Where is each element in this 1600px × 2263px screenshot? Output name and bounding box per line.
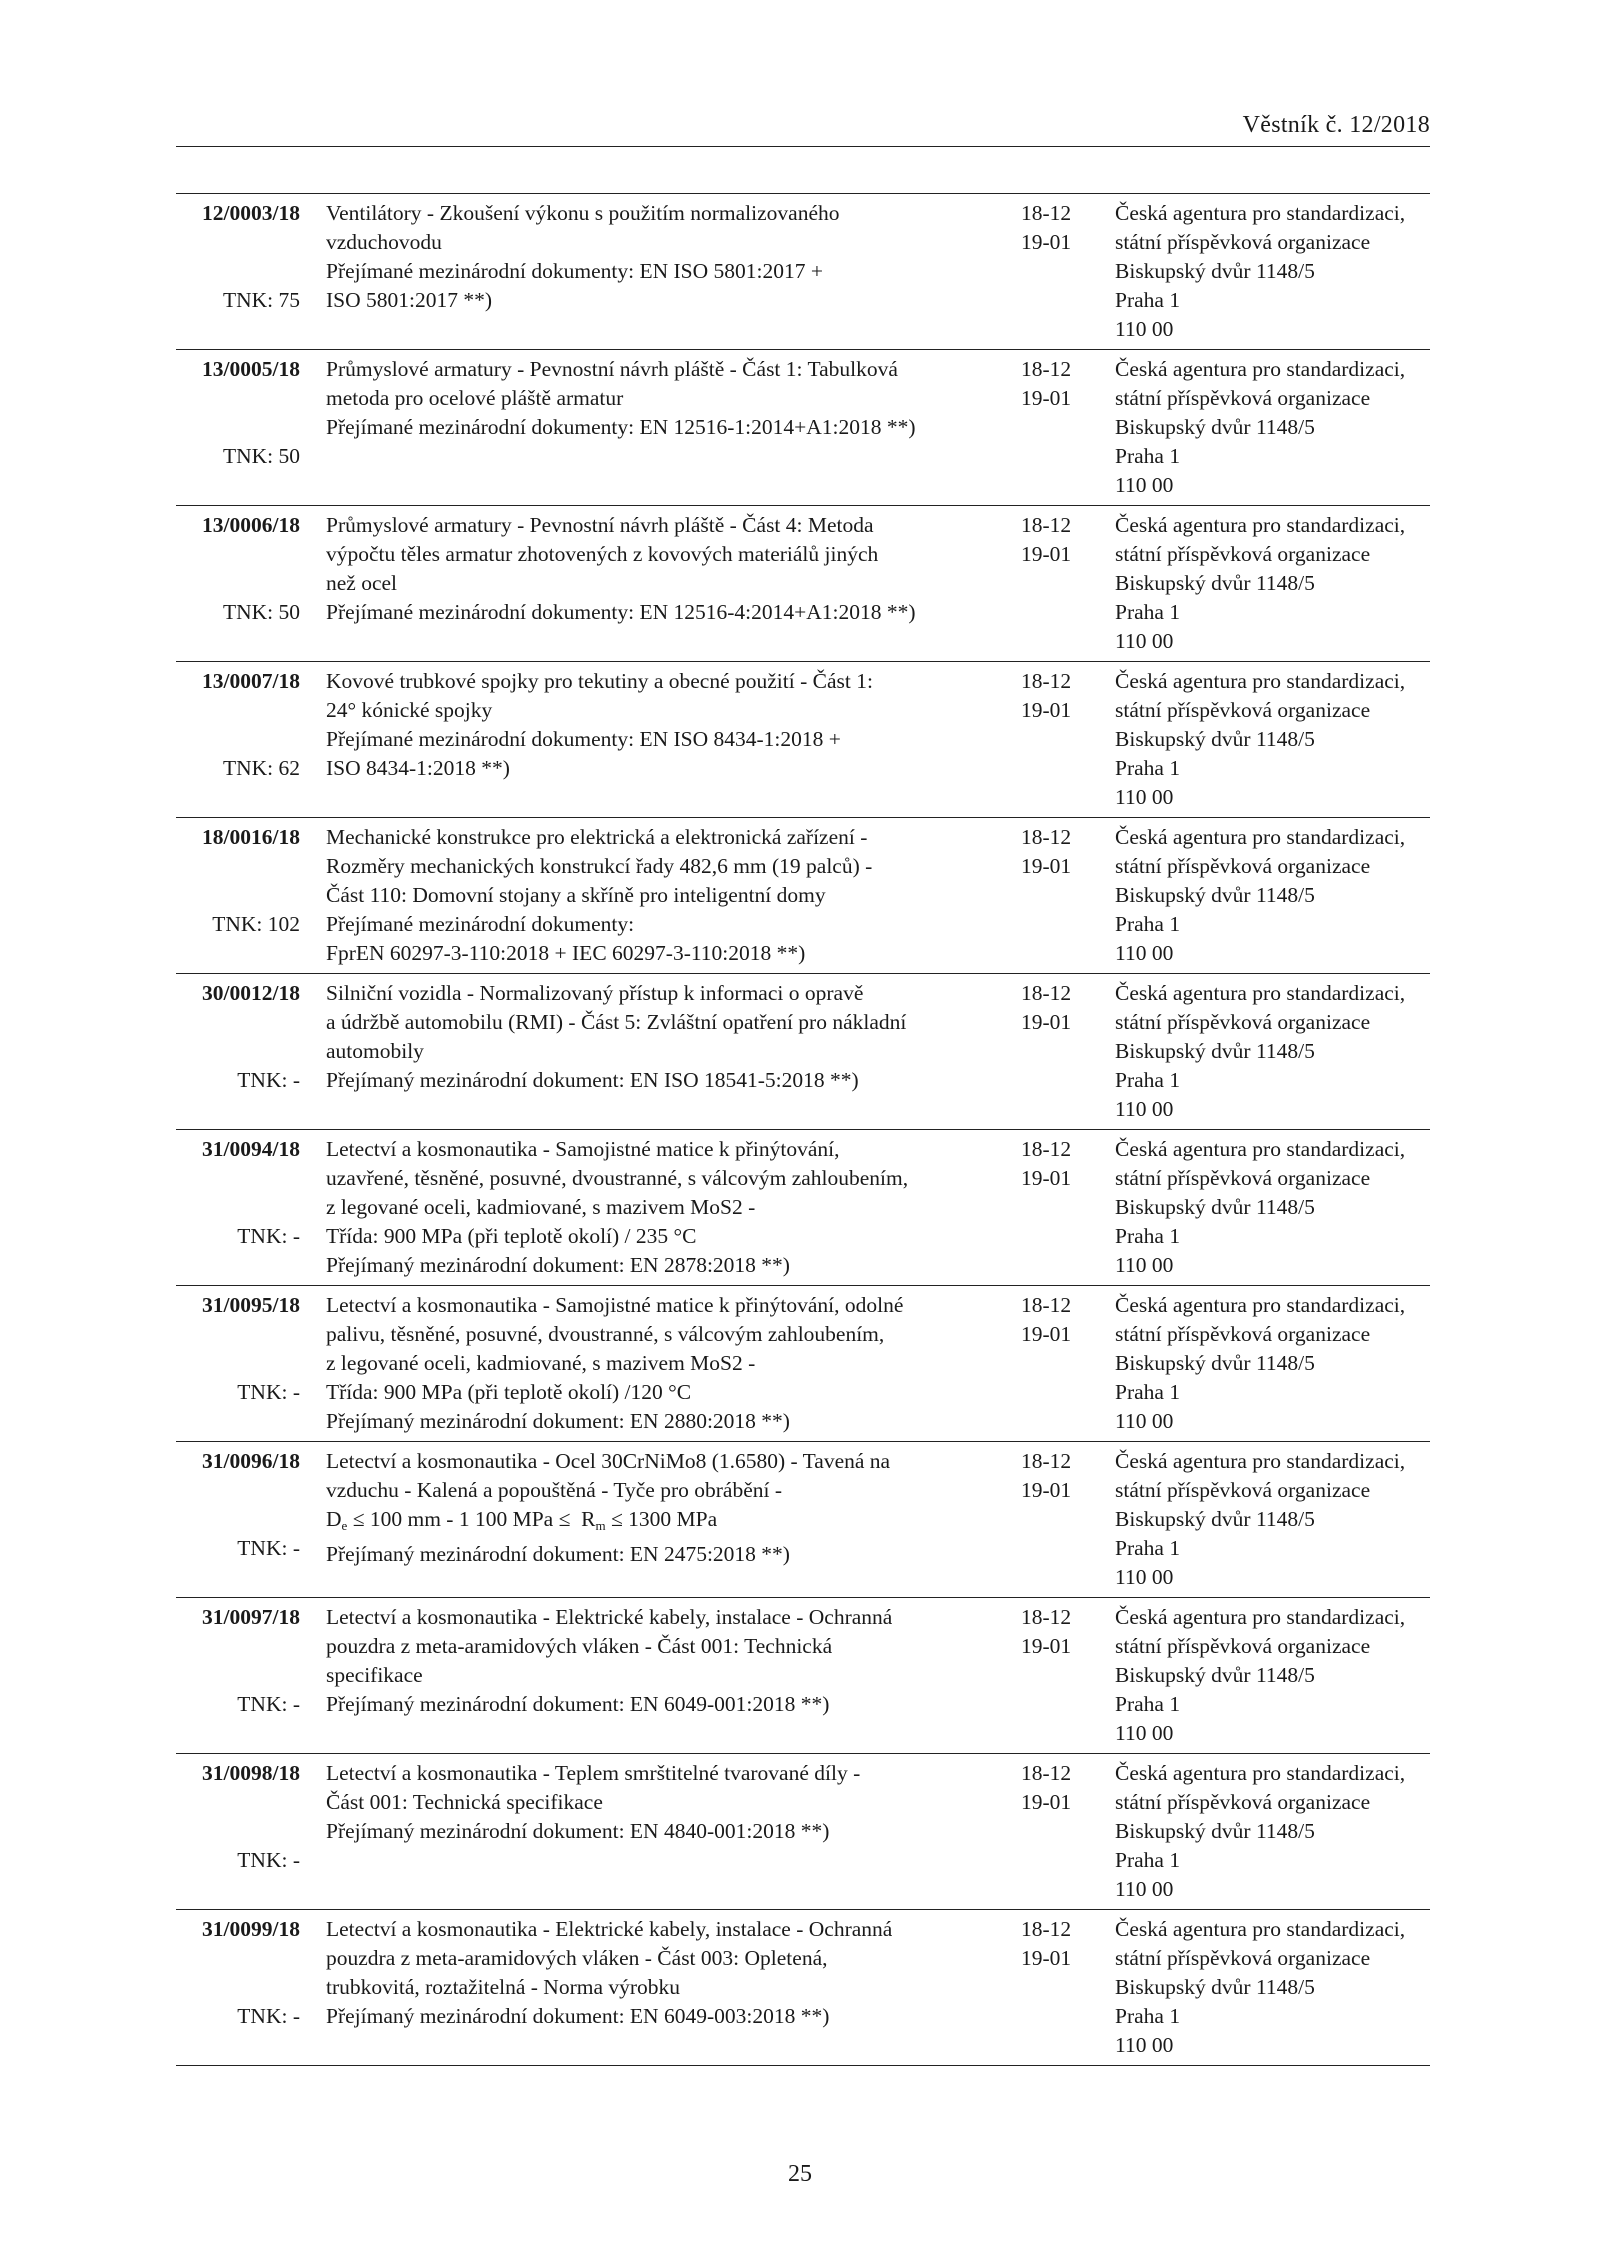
table-row	[176, 1286, 1430, 1442]
entry-date: 19-01	[1021, 1010, 1072, 1034]
entry-title-line: Část 001: Technická specifikace	[326, 1790, 603, 1814]
entry-number: 31/0099/18	[202, 1917, 300, 1941]
entry-number: 13/0007/18	[202, 669, 300, 693]
entry-title-line: než ocel	[326, 571, 398, 595]
organization-line: Česká agentura pro standardizaci,	[1115, 357, 1406, 381]
entry-title-line: ISO 5801:2017 **)	[326, 288, 493, 312]
entry-title-line: Třída: 900 MPa (při teplotě okolí) /120 °C	[326, 1380, 692, 1404]
organization-line: státní příspěvková organizace	[1115, 854, 1371, 878]
entry-title-line: metoda pro ocelové pláště armatur	[326, 386, 624, 410]
entry-title-line: Letectví a kosmonautika - Samojistné matice k přinýtování,	[326, 1137, 840, 1161]
entry-dates	[1021, 667, 1101, 725]
entry-title-line: Přejímané mezinárodní dokumenty: EN 12516-4:2014+A1:2018 **)	[326, 600, 916, 624]
entry-date: 18-12	[1021, 1293, 1072, 1317]
entry-title-line: Přejímané mezinárodní dokumenty: EN 12516-1:2014+A1:2018 **)	[326, 415, 916, 439]
organization-line: státní příspěvková organizace	[1115, 230, 1371, 254]
entry-organization	[1115, 667, 1430, 812]
table-row	[176, 974, 1430, 1130]
formula-text: ≤ 1300 MPa	[605, 1507, 718, 1531]
entry-tnk: TNK: -	[237, 1692, 300, 1716]
organization-line: 110 00	[1115, 1565, 1174, 1589]
entry-title-line: Letectví a kosmonautika - Samojistné matice k přinýtování, odolné	[326, 1293, 904, 1317]
entry-title-line: specifikace	[326, 1663, 423, 1687]
organization-line: Česká agentura pro standardizaci,	[1115, 1761, 1406, 1785]
organization-line: státní příspěvková organizace	[1115, 1790, 1371, 1814]
entry-title-line: trubkovitá, roztažitelná - Norma výrobku	[326, 1975, 681, 1999]
organization-line: státní příspěvková organizace	[1115, 1634, 1371, 1658]
organization-line: 110 00	[1115, 1097, 1174, 1121]
entry-date: 19-01	[1021, 1946, 1072, 1970]
entry-date: 18-12	[1021, 201, 1072, 225]
entry-title-line: pouzdra z meta-aramidových vláken - Část 003: Opletená,	[326, 1946, 828, 1970]
entry-tnk: TNK: 62	[222, 756, 300, 780]
entry-title-line: a údržbě automobilu (RMI) - Část 5: Zvláštní opatření pro nákladní	[326, 1010, 907, 1034]
standards-table	[176, 193, 1430, 2066]
table-row	[176, 1910, 1430, 2066]
entry-title-line: z legované oceli, kadmiované, s mazivem MoS2 -	[326, 1195, 756, 1219]
entry-title-line: Letectví a kosmonautika - Elektrické kabely, instalace - Ochranná	[326, 1605, 893, 1629]
entry-title-line: Průmyslové armatury - Pevnostní návrh pláště - Část 1: Tabulková	[326, 357, 898, 381]
entry-date: 18-12	[1021, 357, 1072, 381]
entry-title-line: Silniční vozidla - Normalizovaný přístup k informaci o opravě	[326, 981, 864, 1005]
entry-organization	[1115, 199, 1430, 344]
entry-date: 19-01	[1021, 1790, 1072, 1814]
entry-dates	[1021, 511, 1101, 569]
entry-dates	[1021, 1291, 1101, 1349]
table-row	[176, 1442, 1430, 1598]
entry-title-line: Přejímaný mezinárodní dokument: EN 2878:2018 **)	[326, 1253, 790, 1277]
entry-title-line: Letectví a kosmonautika - Ocel 30CrNiMo8 (1.6580) - Tavená na	[326, 1449, 891, 1473]
entry-number: 31/0094/18	[202, 1137, 300, 1161]
entry-date: 18-12	[1021, 1605, 1072, 1629]
organization-line: Praha 1	[1115, 444, 1181, 468]
entry-date: 19-01	[1021, 1478, 1072, 1502]
entry-title-line: Ventilátory - Zkoušení výkonu s použitím normalizovaného	[326, 201, 840, 225]
entry-title-line: Přejímaný mezinárodní dokument: EN 6049-001:2018 **)	[326, 1692, 830, 1716]
organization-line: Česká agentura pro standardizaci,	[1115, 1449, 1406, 1473]
entry-dates	[1021, 355, 1101, 413]
entry-number: 13/0006/18	[202, 513, 300, 537]
organization-line: Biskupský dvůr 1148/5	[1115, 259, 1315, 283]
organization-line: Česká agentura pro standardizaci,	[1115, 1137, 1406, 1161]
entry-tnk: TNK: -	[237, 2004, 300, 2028]
organization-line: státní příspěvková organizace	[1115, 1946, 1371, 1970]
entry-title-line: Třída: 900 MPa (při teplotě okolí) / 235 °C	[326, 1224, 697, 1248]
organization-line: Česká agentura pro standardizaci,	[1115, 1917, 1406, 1941]
organization-line: Česká agentura pro standardizaci,	[1115, 1293, 1406, 1317]
organization-line: Biskupský dvůr 1148/5	[1115, 1819, 1315, 1843]
entry-title-line: Část 110: Domovní stojany a skříně pro inteligentní domy	[326, 883, 826, 907]
entry-tnk: TNK: -	[237, 1224, 300, 1248]
entry-tnk: TNK: 102	[212, 912, 300, 936]
header-divider	[176, 146, 1430, 147]
table-row	[176, 662, 1430, 818]
entry-organization	[1115, 1915, 1430, 2060]
organization-line: Česká agentura pro standardizaci,	[1115, 513, 1406, 537]
organization-line: Biskupský dvůr 1148/5	[1115, 883, 1315, 907]
entry-title-line: Kovové trubkové spojky pro tekutiny a obecné použití - Část 1:	[326, 669, 873, 693]
entry-title-line: Přejímané mezinárodní dokumenty: EN ISO 8434-1:2018 +	[326, 727, 841, 751]
entry-date: 18-12	[1021, 1917, 1072, 1941]
organization-line: 110 00	[1115, 317, 1174, 341]
organization-line: Praha 1	[1115, 1380, 1181, 1404]
formula-subscript: m	[595, 1518, 606, 1533]
entry-organization	[1115, 1135, 1430, 1280]
entry-title-line: výpočtu těles armatur zhotovených z kovových materiálů jiných	[326, 542, 879, 566]
entry-title-line: vzduchovodu	[326, 230, 442, 254]
entry-date: 19-01	[1021, 1322, 1072, 1346]
organization-line: Biskupský dvůr 1148/5	[1115, 1663, 1315, 1687]
organization-line: Praha 1	[1115, 1848, 1181, 1872]
table-row	[176, 818, 1430, 974]
organization-line: Biskupský dvůr 1148/5	[1115, 1195, 1315, 1219]
entry-title-line: FprEN 60297-3-110:2018 + IEC 60297-3-110:2018 **)	[326, 941, 806, 965]
entry-date: 18-12	[1021, 513, 1072, 537]
organization-line: Praha 1	[1115, 912, 1181, 936]
organization-line: Praha 1	[1115, 2004, 1181, 2028]
entry-date: 19-01	[1021, 542, 1072, 566]
entry-title-line: Přejímaný mezinárodní dokument: EN ISO 18541-5:2018 **)	[326, 1068, 859, 1092]
entry-date: 18-12	[1021, 1137, 1072, 1161]
entry-date: 18-12	[1021, 825, 1072, 849]
organization-line: Česká agentura pro standardizaci,	[1115, 669, 1406, 693]
table-row	[176, 350, 1430, 506]
entry-number: 31/0095/18	[202, 1293, 300, 1317]
entry-organization	[1115, 979, 1430, 1124]
entry-dates	[1021, 199, 1101, 257]
organization-line: státní příspěvková organizace	[1115, 386, 1371, 410]
entry-date: 18-12	[1021, 669, 1072, 693]
organization-line: státní příspěvková organizace	[1115, 1478, 1371, 1502]
entry-tnk: TNK: 50	[222, 600, 300, 624]
entry-date: 19-01	[1021, 698, 1072, 722]
entry-title-line: Přejímaný mezinárodní dokument: EN 2475:2018 **)	[326, 1542, 790, 1566]
entry-tnk: TNK: 50	[222, 444, 300, 468]
organization-line: 110 00	[1115, 1721, 1174, 1745]
entry-title-line: Mechanické konstrukce pro elektrická a elektronická zařízení -	[326, 825, 868, 849]
organization-line: 110 00	[1115, 473, 1174, 497]
entry-title-line: pouzdra z meta-aramidových vláken - Část 001: Technická	[326, 1634, 833, 1658]
entry-tnk: TNK: 75	[222, 288, 300, 312]
entry-title-line: ISO 8434-1:2018 **)	[326, 756, 510, 780]
entry-organization	[1115, 355, 1430, 500]
organization-line: Praha 1	[1115, 1068, 1181, 1092]
organization-line: Praha 1	[1115, 1536, 1181, 1560]
entry-title-line: Průmyslové armatury - Pevnostní návrh pláště - Část 4: Metoda	[326, 513, 874, 537]
organization-line: 110 00	[1115, 629, 1174, 653]
page-header-title: Věstník č. 12/2018	[1242, 112, 1430, 138]
entry-number: 31/0097/18	[202, 1605, 300, 1629]
entry-date: 19-01	[1021, 854, 1072, 878]
organization-line: Praha 1	[1115, 756, 1181, 780]
entry-title-line: palivu, těsněné, posuvné, dvoustranné, s válcovým zahloubením,	[326, 1322, 885, 1346]
entry-dates	[1021, 1135, 1101, 1193]
entry-dates	[1021, 979, 1101, 1037]
entry-date: 19-01	[1021, 386, 1072, 410]
entry-title-line: Letectví a kosmonautika - Teplem smrštitelné tvarované díly -	[326, 1761, 861, 1785]
table-row	[176, 1598, 1430, 1754]
entry-dates	[1021, 1447, 1101, 1505]
entry-dates	[1021, 1759, 1101, 1817]
organization-line: Biskupský dvůr 1148/5	[1115, 571, 1315, 595]
entry-date: 19-01	[1021, 230, 1072, 254]
organization-line: Biskupský dvůr 1148/5	[1115, 1351, 1315, 1375]
entry-date: 19-01	[1021, 1634, 1072, 1658]
entry-title-line: z legované oceli, kadmiované, s mazivem MoS2 -	[326, 1351, 756, 1375]
entry-title-line: vzduchu - Kalená a popouštěná - Tyče pro obrábění -	[326, 1478, 782, 1502]
entry-title-line: Přejímané mezinárodní dokumenty: EN ISO 5801:2017 +	[326, 259, 823, 283]
formula-text: ≤ 100 mm - 1 100 MPa ≤ R	[347, 1507, 596, 1531]
entry-date: 19-01	[1021, 1166, 1072, 1190]
entry-organization	[1115, 1291, 1430, 1436]
entry-number: 12/0003/18	[202, 201, 300, 225]
organization-line: Biskupský dvůr 1148/5	[1115, 1507, 1315, 1531]
organization-line: státní příspěvková organizace	[1115, 1166, 1371, 1190]
organization-line: 110 00	[1115, 2033, 1174, 2057]
entry-tnk: TNK: -	[237, 1380, 300, 1404]
organization-line: státní příspěvková organizace	[1115, 698, 1371, 722]
entry-tnk: TNK: -	[237, 1536, 300, 1560]
organization-line: Česká agentura pro standardizaci,	[1115, 825, 1406, 849]
table-row	[176, 1754, 1430, 1910]
organization-line: 110 00	[1115, 941, 1174, 965]
organization-line: Praha 1	[1115, 1692, 1181, 1716]
organization-line: Praha 1	[1115, 600, 1181, 624]
organization-line: státní příspěvková organizace	[1115, 1010, 1371, 1034]
entry-date: 18-12	[1021, 1761, 1072, 1785]
organization-line: 110 00	[1115, 1409, 1174, 1433]
organization-line: Biskupský dvůr 1148/5	[1115, 1039, 1315, 1063]
entry-title-line: uzavřené, těsněné, posuvné, dvoustranné, s válcovým zahloubením,	[326, 1166, 909, 1190]
entry-formula-line	[326, 1505, 1161, 1540]
table-row	[176, 194, 1430, 350]
organization-line: 110 00	[1115, 785, 1174, 809]
entry-number: 30/0012/18	[202, 981, 300, 1005]
organization-line: Česká agentura pro standardizaci,	[1115, 201, 1406, 225]
page-number: 25	[788, 2161, 812, 2187]
organization-line: Biskupský dvůr 1148/5	[1115, 415, 1315, 439]
organization-line: Praha 1	[1115, 1224, 1181, 1248]
organization-line: státní příspěvková organizace	[1115, 542, 1371, 566]
formula-subscript: e	[341, 1518, 348, 1533]
entry-dates	[1021, 1603, 1101, 1661]
table-row	[176, 1130, 1430, 1286]
entry-title-line: automobily	[326, 1039, 424, 1063]
entry-title-line: Letectví a kosmonautika - Elektrické kabely, instalace - Ochranná	[326, 1917, 893, 1941]
entry-title-line: Přejímaný mezinárodní dokument: EN 2880:2018 **)	[326, 1409, 790, 1433]
entry-tnk: TNK: -	[237, 1848, 300, 1872]
entry-number: 18/0016/18	[202, 825, 300, 849]
organization-line: státní příspěvková organizace	[1115, 1322, 1371, 1346]
entry-organization	[1115, 1447, 1430, 1592]
entry-organization	[1115, 1603, 1430, 1748]
entry-organization	[1115, 1759, 1430, 1904]
organization-line: Česká agentura pro standardizaci,	[1115, 981, 1406, 1005]
entry-organization	[1115, 823, 1430, 968]
formula-symbol: D	[326, 1507, 342, 1531]
organization-line: Biskupský dvůr 1148/5	[1115, 727, 1315, 751]
organization-line: Praha 1	[1115, 288, 1181, 312]
entry-date: 18-12	[1021, 1449, 1072, 1473]
entry-tnk: TNK: -	[237, 1068, 300, 1092]
organization-line: 110 00	[1115, 1877, 1174, 1901]
table-row	[176, 506, 1430, 662]
entry-number: 13/0005/18	[202, 357, 300, 381]
entry-number: 31/0098/18	[202, 1761, 300, 1785]
entry-title-line: 24° kónické spojky	[326, 698, 493, 722]
entry-number: 31/0096/18	[202, 1449, 300, 1473]
entry-title-line: Rozměry mechanických konstrukcí řady 482,6 mm (19 palců) -	[326, 854, 873, 878]
entry-dates	[1021, 1915, 1101, 1973]
entry-title-line: Přejímaný mezinárodní dokument: EN 6049-003:2018 **)	[326, 2004, 830, 2028]
organization-line: 110 00	[1115, 1253, 1174, 1277]
entry-title-line: Přejímané mezinárodní dokumenty:	[326, 912, 635, 936]
entry-date: 18-12	[1021, 981, 1072, 1005]
organization-line: Biskupský dvůr 1148/5	[1115, 1975, 1315, 1999]
entry-dates	[1021, 823, 1101, 881]
entry-title-line: Přejímaný mezinárodní dokument: EN 4840-001:2018 **)	[326, 1819, 830, 1843]
organization-line: Česká agentura pro standardizaci,	[1115, 1605, 1406, 1629]
entry-organization	[1115, 511, 1430, 656]
